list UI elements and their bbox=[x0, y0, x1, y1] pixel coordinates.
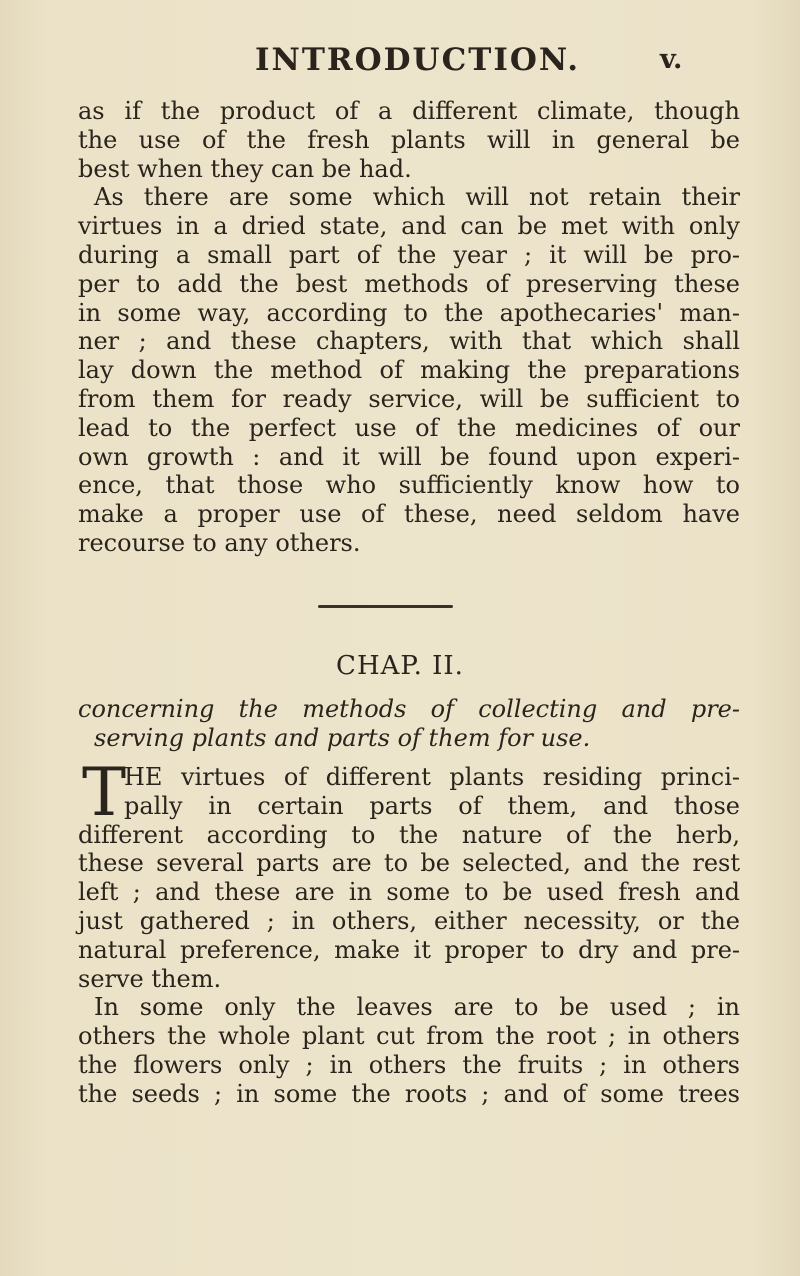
section-divider-rule bbox=[318, 605, 453, 608]
chapter-title-line: concerning the methods of collecting and pre- bbox=[78, 695, 740, 723]
text-line: the use of the fresh plants will in general be bbox=[78, 125, 740, 154]
text-line: per to add the best methods of preserving these bbox=[78, 269, 740, 298]
chapter-title bbox=[78, 695, 740, 753]
text-line: lay down the method of making the preparations bbox=[78, 356, 740, 385]
text-line: best when they can be had. bbox=[78, 154, 412, 183]
drop-cap: T bbox=[82, 754, 127, 831]
text-line: pally in certain parts of them, and those bbox=[124, 791, 740, 820]
page-number: v. bbox=[660, 44, 683, 75]
text-line: lead to the perfect use of the medicines of our bbox=[78, 413, 740, 442]
intro-paragraphs bbox=[78, 97, 740, 558]
chapter-heading: CHAP. II. bbox=[336, 651, 464, 681]
text-line: just gathered ; in others, either necessity, or the bbox=[78, 906, 740, 935]
text-line: ence, that those who sufficiently know how to bbox=[78, 471, 740, 500]
text-line: different according to the nature of the herb, bbox=[78, 820, 740, 849]
chapter-paragraphs bbox=[78, 754, 740, 1109]
text-line: left ; and these are in some to be used fresh and bbox=[78, 878, 740, 907]
text-line: ner ; and these chapters, with that which shall bbox=[78, 327, 740, 356]
text-line: as if the product of a different climate, though bbox=[78, 97, 740, 125]
text-line: In some only the leaves are to be used ; in bbox=[94, 993, 740, 1022]
chapter-title-line: serving plants and parts of them for use. bbox=[94, 723, 591, 752]
running-title: INTRODUCTION. bbox=[255, 42, 580, 78]
text-line: the seeds ; in some the roots ; and of some trees bbox=[78, 1079, 740, 1108]
text-line: recourse to any others. bbox=[78, 528, 361, 557]
text-line: the flowers only ; in others the fruits ; in others bbox=[78, 1050, 740, 1079]
text-line: virtues in a dried state, and can be met with only bbox=[78, 212, 740, 241]
text-line: serve them. bbox=[78, 964, 222, 993]
text-line: As there are some which will not retain their bbox=[94, 183, 740, 212]
text-line: from them for ready service, will be sufficient to bbox=[78, 384, 740, 413]
text-line: others the whole plant cut from the root ; in others bbox=[78, 1022, 740, 1051]
text-line: own growth : and it will be found upon experi- bbox=[78, 442, 740, 471]
text-line: in some way, according to the apothecaries' man- bbox=[78, 298, 740, 327]
text-line: these several parts are to be selected, and the rest bbox=[78, 849, 740, 878]
text-line: during a small part of the year ; it will be pro- bbox=[78, 240, 740, 269]
text-line: natural preference, make it proper to dry and pre- bbox=[78, 935, 740, 964]
page-header bbox=[0, 40, 800, 80]
text-line: make a proper use of these, need seldom have bbox=[78, 500, 740, 529]
text-line: HE virtues of different plants residing princi- bbox=[124, 763, 740, 791]
